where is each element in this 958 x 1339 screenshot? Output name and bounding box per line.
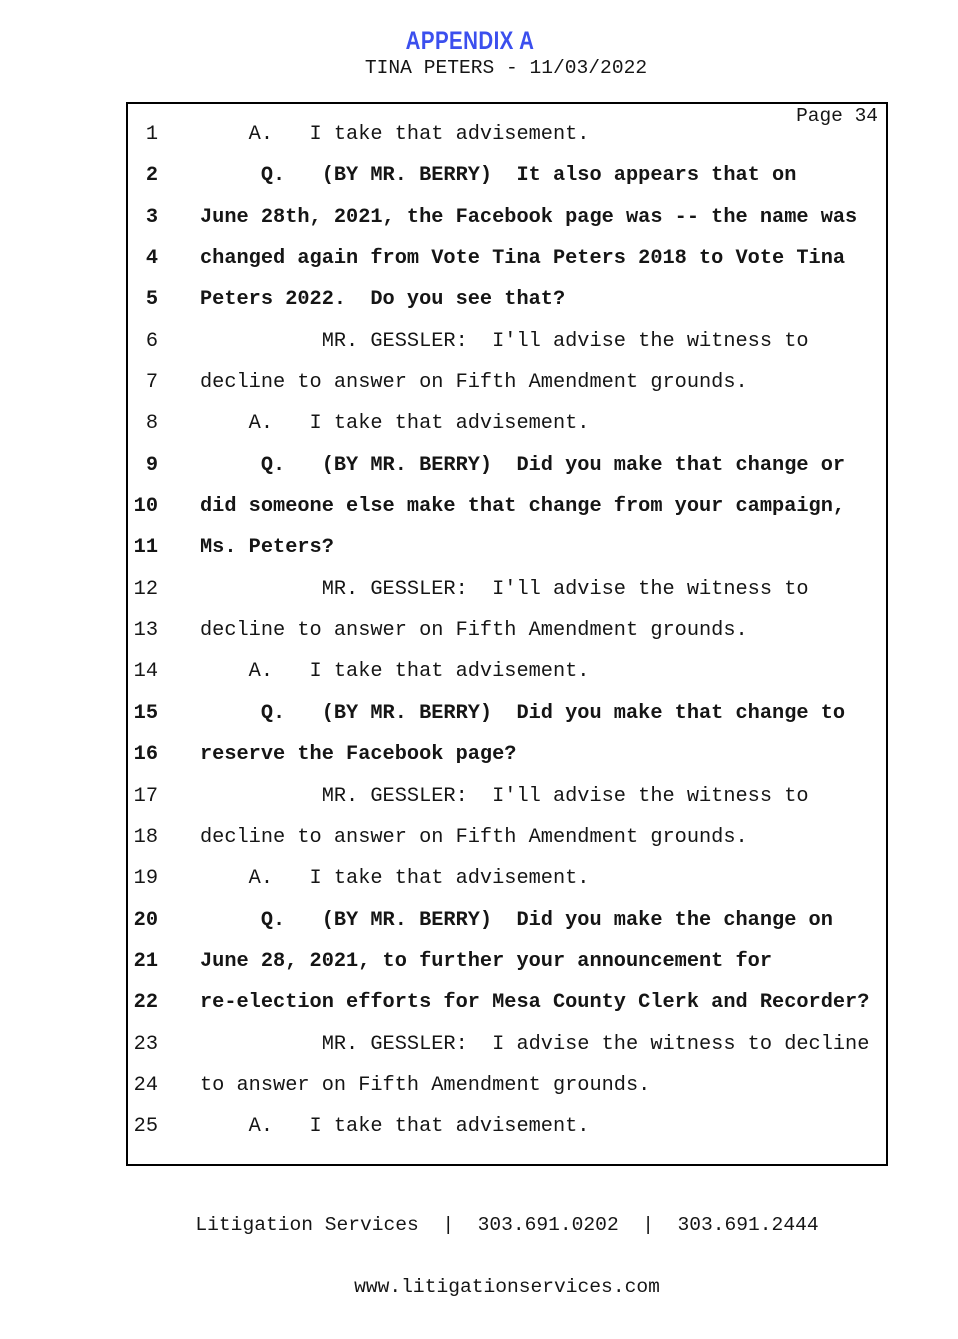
line-number: 4 [145, 247, 158, 271]
line-text: A. I take that advisement. [200, 660, 590, 684]
line-number: 20 [133, 908, 158, 932]
page-number: Page 34 [796, 105, 878, 127]
line-text: changed again from Vote Tina Peters 2018 to Vote Tina [200, 247, 846, 271]
line-text: MR. GESSLER: I'll advise the witness to [200, 784, 809, 808]
transcript-line [128, 610, 886, 651]
transcript-line [128, 527, 886, 568]
line-text: A. I take that advisement. [200, 412, 590, 436]
transcript-line [128, 941, 886, 982]
line-text: to answer on Fifth Amendment grounds. [200, 1073, 651, 1097]
deposition-header: TINA PETERS - 11/03/2022 [364, 57, 648, 79]
transcript-line [128, 858, 886, 899]
transcript-line [128, 734, 886, 775]
transcript-line [128, 321, 886, 362]
line-number: 9 [145, 453, 158, 477]
line-number: 2 [145, 164, 158, 188]
transcript-line [128, 1065, 886, 1106]
line-text: Peters 2022. Do you see that? [200, 288, 566, 312]
transcript-box [126, 102, 888, 1166]
transcript-line [128, 362, 886, 403]
transcript-line [128, 900, 886, 941]
line-number: 10 [133, 495, 158, 519]
transcript-line [128, 445, 886, 486]
line-text: A. I take that advisement. [200, 1115, 590, 1139]
line-text: A. I take that advisement. [200, 867, 590, 891]
line-number: 24 [133, 1073, 158, 1097]
line-text: Q. (BY MR. BERRY) Did you make the change on [200, 908, 833, 932]
line-text: Q. (BY MR. BERRY) Did you make that change to [200, 701, 846, 725]
line-number: 3 [145, 205, 158, 229]
transcript-line [128, 1024, 886, 1065]
line-number: 15 [133, 701, 158, 725]
footer-website: www.litigationservices.com [354, 1275, 660, 1298]
line-number: 19 [133, 867, 158, 891]
line-number: 5 [145, 288, 158, 312]
transcript-line [128, 197, 886, 238]
line-text: MR. GESSLER: I'll advise the witness to [200, 577, 809, 601]
line-number: 8 [145, 412, 158, 436]
transcript-line [128, 114, 886, 155]
transcript-line [128, 155, 886, 196]
line-number: 6 [145, 329, 158, 353]
footer [126, 1174, 888, 1338]
line-text: June 28th, 2021, the Facebook page was -- the name was [200, 205, 858, 229]
line-number: 16 [133, 743, 158, 767]
footer-contact: Litigation Services | 303.691.0202 | 303.691.2444 [195, 1214, 819, 1236]
transcript-line [128, 486, 886, 527]
line-number: 14 [133, 660, 158, 684]
line-number: 13 [133, 619, 158, 643]
line-text: re-election efforts for Mesa County Clerk and Recorder? [200, 991, 870, 1015]
line-number: 11 [133, 536, 158, 560]
line-text: June 28, 2021, to further your announcement for [200, 949, 773, 973]
line-text: decline to answer on Fifth Amendment grounds. [200, 371, 748, 395]
line-text: A. I take that advisement. [200, 123, 590, 146]
line-number: 17 [133, 784, 158, 808]
transcript-lines [128, 114, 886, 1148]
line-text: Q. (BY MR. BERRY) It also appears that on [200, 164, 797, 188]
transcript-line [128, 982, 886, 1023]
line-text: Ms. Peters? [200, 536, 334, 560]
transcript-line [128, 776, 886, 817]
line-number: 7 [145, 371, 158, 395]
line-text: decline to answer on Fifth Amendment grounds. [200, 619, 748, 643]
line-number: 23 [133, 1032, 158, 1056]
transcript-line [128, 403, 886, 444]
line-number: 18 [133, 825, 158, 849]
line-text: decline to answer on Fifth Amendment grounds. [200, 825, 748, 849]
transcript-line [128, 817, 886, 858]
appendix-title: APPENDIX A [405, 27, 535, 55]
line-text: MR. GESSLER: I advise the witness to decline [200, 1032, 870, 1056]
transcript-line [128, 693, 886, 734]
transcript-line [128, 569, 886, 610]
transcript-line [128, 238, 886, 279]
line-text: did someone else make that change from your campaign, [200, 495, 846, 519]
transcript-line [128, 1106, 886, 1147]
line-number: 1 [145, 123, 158, 146]
line-number: 12 [133, 577, 158, 601]
transcript-line [128, 279, 886, 320]
line-number: 25 [133, 1115, 158, 1139]
line-text: MR. GESSLER: I'll advise the witness to [200, 329, 809, 353]
line-number: 21 [133, 949, 158, 973]
line-number: 22 [133, 991, 158, 1015]
line-text: reserve the Facebook page? [200, 743, 517, 767]
line-text: Q. (BY MR. BERRY) Did you make that change or [200, 453, 846, 477]
transcript-line [128, 651, 886, 692]
